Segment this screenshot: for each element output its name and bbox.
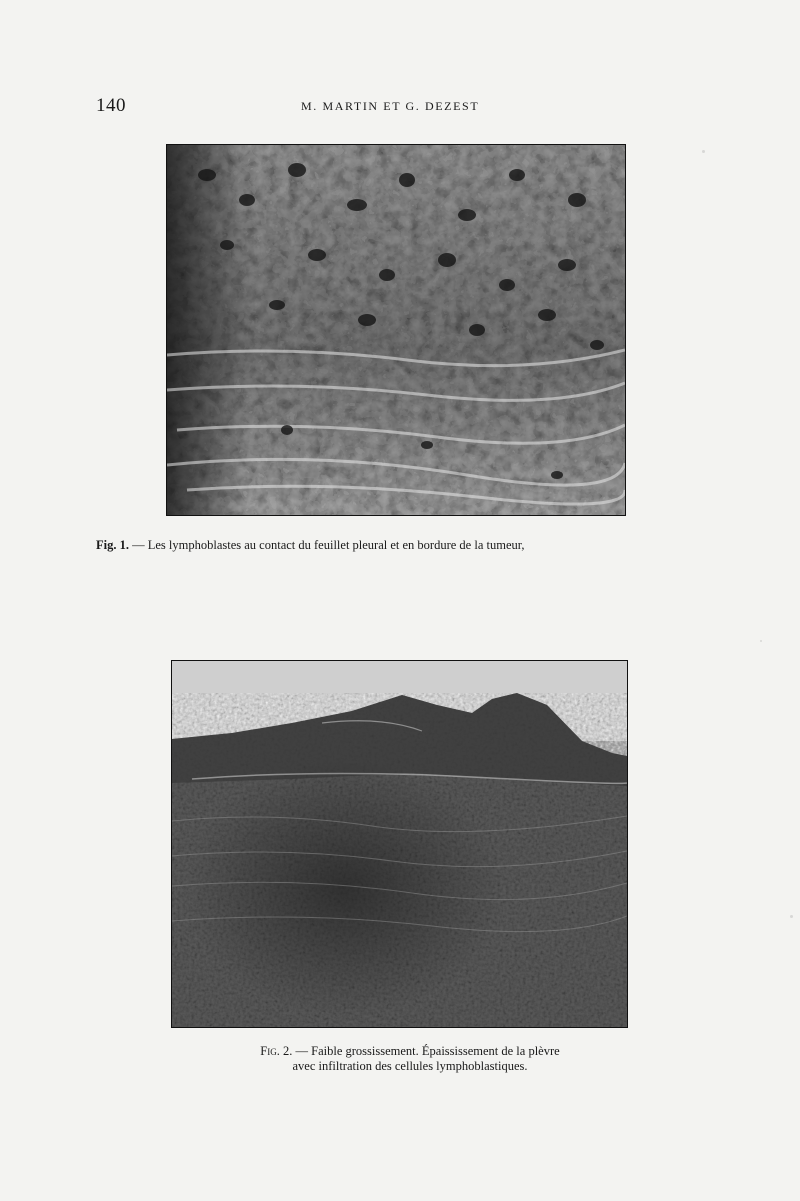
print-speck [702,150,705,153]
figure-1-caption [96,538,716,553]
figure-2-label: Fig. 2. [260,1044,293,1058]
figure-2-caption-text-1: — Faible grossissement. Épaississement de la plèvre [295,1044,560,1058]
figure-2-micrograph [171,660,628,1028]
figure-2-image [172,661,627,1027]
figure-2-caption-line-1 [150,1044,670,1059]
figure-1-image [167,145,625,515]
figure-1-caption-text: — Les lymphoblastes au contact du feuillet pleural et en bordure de la tumeur, [132,538,525,552]
figure-2-caption-line-2: avec infiltration des cellules lymphoblastiques. [292,1059,528,1073]
running-head: M. MARTIN ET G. DEZEST [301,99,480,113]
page-header [96,95,708,117]
print-speck [760,640,762,642]
print-speck [790,915,793,918]
figure-2-caption [150,1044,670,1074]
figure-1-micrograph [166,144,626,516]
page-number: 140 [96,95,126,116]
figure-1-label: Fig. 1. [96,538,129,552]
